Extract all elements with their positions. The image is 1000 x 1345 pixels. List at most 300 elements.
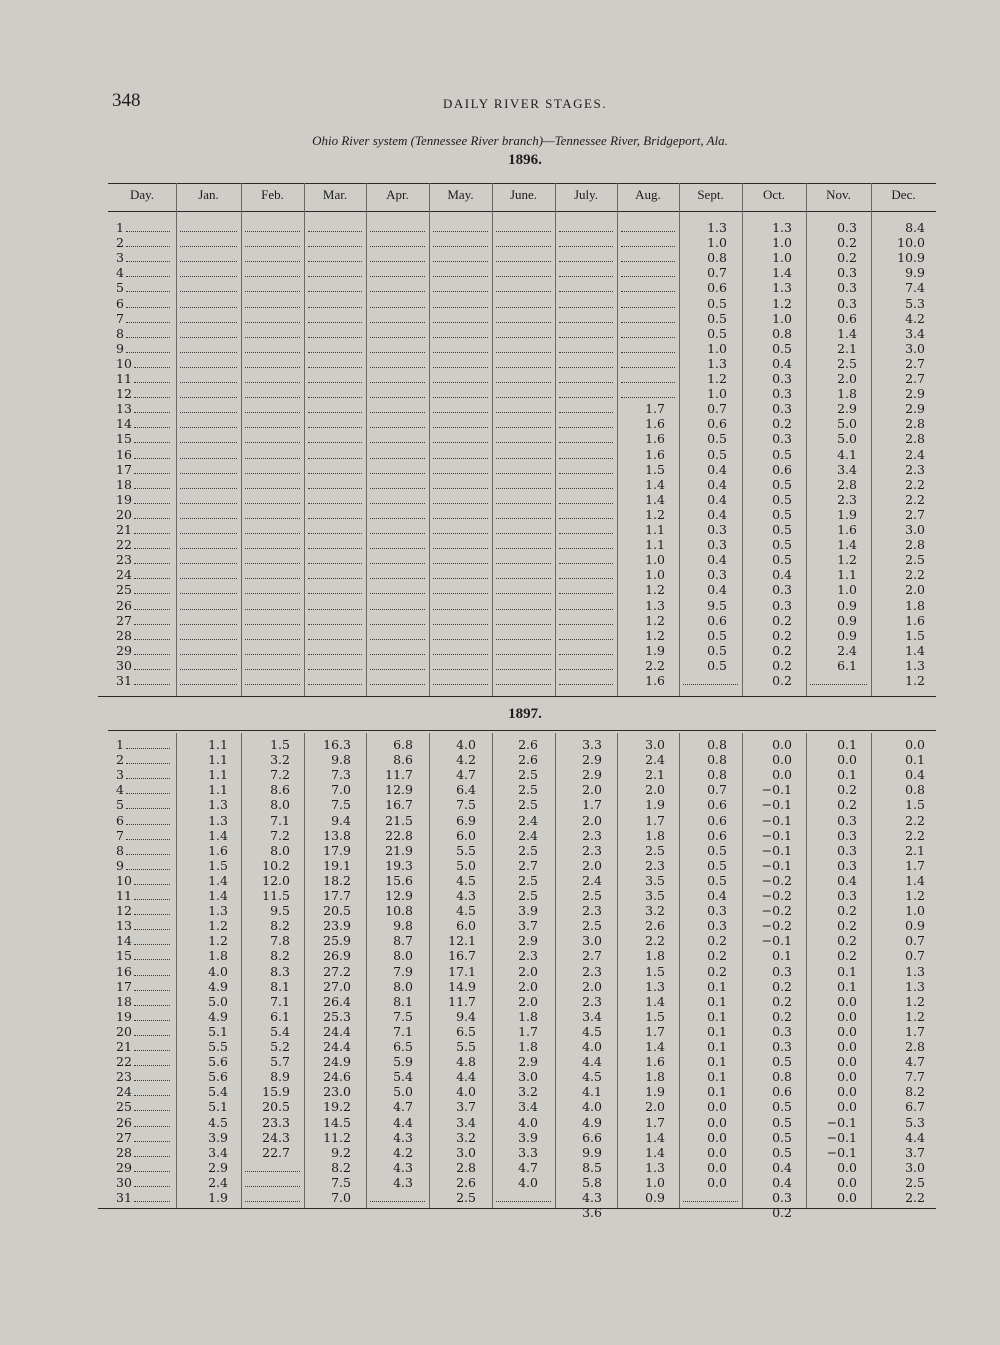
stage-value: 1.5 — [905, 627, 925, 643]
empty-cell-dots — [370, 261, 425, 262]
stage-value: 5.5 — [208, 1039, 228, 1054]
empty-cell-dots — [180, 231, 237, 232]
leader-dots — [134, 382, 170, 383]
stage-value: 3.4 — [456, 1114, 476, 1130]
empty-cell-dots — [245, 352, 300, 353]
header-bottom-rule — [108, 211, 936, 212]
empty-cell-dots — [180, 473, 237, 474]
empty-cell-dots — [433, 533, 488, 534]
stage-value: 9.8 — [393, 918, 413, 934]
stage-value: 10.8 — [385, 903, 413, 919]
stage-value: 0.6 — [707, 827, 727, 843]
day-label: 9 — [116, 340, 124, 356]
empty-cell-dots — [370, 458, 425, 459]
stage-value: 2.4 — [837, 642, 857, 658]
empty-cell-dots — [496, 624, 551, 625]
year-heading: 1896. — [508, 152, 542, 168]
stage-value: 3.0 — [905, 1159, 925, 1175]
empty-cell-dots — [370, 442, 425, 443]
stage-value: 1.9 — [645, 642, 665, 658]
stage-value: 0.4 — [772, 567, 792, 583]
column-separator — [366, 183, 367, 696]
stage-value: 1.7 — [645, 1023, 665, 1039]
stage-value: 23.0 — [323, 1084, 351, 1100]
column-header: Day. — [129, 187, 155, 202]
stage-value: 0.2 — [837, 235, 857, 251]
stage-value: 3.2 — [645, 903, 665, 919]
leader-dots — [134, 959, 170, 960]
empty-cell-dots — [245, 669, 300, 670]
column-header: Nov. — [826, 187, 851, 202]
empty-cell-dots — [496, 231, 551, 232]
leader-dots — [134, 684, 170, 685]
day-label: 13 — [116, 401, 132, 417]
stage-value: 5.0 — [456, 857, 476, 873]
stage-value: 3.4 — [582, 1008, 602, 1024]
stage-value: 0.2 — [772, 1008, 792, 1024]
stage-value: 0.1 — [707, 1008, 727, 1024]
stage-value: 6.5 — [456, 1023, 476, 1039]
day-label: 13 — [116, 918, 132, 934]
stage-value: 0.0 — [837, 1039, 857, 1054]
empty-cell-dots — [245, 503, 300, 504]
stage-value: 0.2 — [772, 1205, 792, 1221]
stage-value: 0.5 — [772, 1144, 792, 1160]
stage-value: 0.2 — [837, 903, 857, 919]
empty-cell-dots — [559, 246, 613, 247]
empty-cell-dots — [308, 488, 362, 489]
day-label: 17 — [116, 978, 132, 994]
empty-cell-dots — [433, 503, 488, 504]
empty-cell-dots — [308, 548, 362, 549]
empty-cell-dots — [180, 412, 237, 413]
empty-cell-dots — [245, 624, 300, 625]
stage-value: 5.0 — [393, 1084, 413, 1100]
empty-cell-dots — [433, 684, 488, 685]
empty-cell-dots — [433, 291, 488, 292]
stage-value: 5.0 — [208, 993, 228, 1009]
stage-value: 11.7 — [448, 993, 476, 1009]
empty-cell-dots — [433, 322, 488, 323]
stage-value: 2.2 — [905, 827, 925, 843]
stage-value: 12.0 — [262, 872, 290, 888]
stage-value: 0.1 — [707, 1039, 727, 1054]
stage-value: 0.8 — [772, 325, 792, 341]
stage-value: 8.3 — [270, 963, 290, 979]
empty-cell-dots — [308, 307, 362, 308]
empty-cell-dots — [496, 397, 551, 398]
stage-value: 6.4 — [456, 782, 476, 798]
stage-value: 0.3 — [837, 280, 857, 296]
stage-value: 4.2 — [905, 310, 925, 326]
stage-value: −0.1 — [826, 1129, 857, 1145]
stage-value: 0.5 — [772, 522, 792, 537]
stage-value: 1.2 — [905, 993, 925, 1009]
stage-value: 5.3 — [905, 295, 925, 311]
stage-value: 0.0 — [707, 1174, 727, 1190]
empty-cell-dots — [683, 1201, 738, 1202]
stage-value: 2.5 — [837, 355, 857, 371]
stage-value: 1.2 — [208, 933, 228, 949]
stage-value: 1.4 — [208, 888, 228, 903]
stage-value: 2.9 — [518, 1054, 538, 1070]
stage-value: 0.3 — [772, 1023, 792, 1039]
empty-cell-dots — [496, 261, 551, 262]
stage-value: 2.3 — [518, 948, 538, 964]
leader-dots — [126, 854, 170, 855]
empty-cell-dots — [180, 488, 237, 489]
day-label: 27 — [116, 1129, 132, 1145]
stage-value: 2.5 — [518, 872, 538, 888]
empty-cell-dots — [370, 307, 425, 308]
stage-value: 9.9 — [905, 265, 925, 281]
stage-value: 0.3 — [707, 903, 727, 919]
stage-value: 2.8 — [905, 1039, 925, 1054]
stage-value: 0.3 — [837, 812, 857, 828]
stage-value: 2.1 — [905, 842, 925, 858]
empty-cell-dots — [559, 276, 613, 277]
stage-value: 4.0 — [518, 1174, 538, 1190]
stage-value: 21.5 — [385, 812, 413, 828]
stage-value: 1.2 — [707, 371, 727, 386]
leader-dots — [134, 427, 170, 428]
stage-value: 1.1 — [208, 782, 228, 798]
stage-value: 0.0 — [837, 1099, 857, 1115]
stage-value: 2.8 — [905, 537, 925, 553]
stage-value: 1.2 — [645, 582, 665, 598]
empty-cell-dots — [180, 548, 237, 549]
day-label: 29 — [116, 642, 132, 658]
empty-cell-dots — [496, 458, 551, 459]
stage-value: 5.5 — [456, 842, 476, 858]
empty-cell-dots — [496, 578, 551, 579]
stage-value: 0.9 — [837, 597, 857, 613]
leader-dots — [134, 503, 170, 504]
stage-value: 2.4 — [582, 872, 602, 888]
empty-cell-dots — [433, 488, 488, 489]
stage-value: 1.5 — [270, 737, 290, 752]
leader-dots — [134, 1171, 170, 1172]
day-label: 3 — [116, 250, 124, 266]
column-header: May. — [447, 187, 474, 202]
stage-value: 2.9 — [837, 401, 857, 417]
empty-cell-dots — [559, 261, 613, 262]
stage-value: 23.9 — [323, 918, 351, 934]
leader-dots — [126, 307, 170, 308]
day-label: 9 — [116, 857, 124, 873]
stage-value: 21.9 — [385, 842, 413, 858]
empty-cell-dots — [370, 276, 425, 277]
day-label: 22 — [116, 537, 132, 553]
stage-value: 1.3 — [905, 963, 925, 979]
stage-value: 0.6 — [837, 310, 857, 326]
empty-cell-dots — [370, 488, 425, 489]
leader-dots — [126, 778, 170, 779]
stage-value: 2.8 — [905, 431, 925, 447]
leader-dots — [134, 609, 170, 610]
leader-dots — [126, 291, 170, 292]
stage-value: 6.6 — [582, 1129, 602, 1145]
empty-cell-dots — [245, 412, 300, 413]
stage-value: 0.8 — [772, 1069, 792, 1085]
stage-value: 9.4 — [331, 812, 351, 828]
day-label: 2 — [116, 235, 124, 251]
stage-value: 8.5 — [582, 1159, 602, 1175]
stage-value: 2.9 — [518, 933, 538, 949]
stage-value: 0.0 — [837, 1008, 857, 1024]
empty-cell-dots — [180, 382, 237, 383]
empty-cell-dots — [245, 578, 300, 579]
leader-dots — [134, 975, 170, 976]
stage-value: 2.8 — [456, 1159, 476, 1175]
stage-value: −0.1 — [761, 842, 792, 858]
stage-value: 0.5 — [707, 310, 727, 326]
stage-value: 1.0 — [772, 235, 792, 251]
stage-value: 6.0 — [456, 827, 476, 843]
stage-value: 7.9 — [393, 963, 413, 979]
empty-cell-dots — [308, 276, 362, 277]
stage-value: 2.0 — [582, 812, 602, 828]
stage-value: 0.7 — [707, 401, 727, 417]
stage-value: 0.8 — [707, 752, 727, 768]
stage-value: 0.1 — [707, 1069, 727, 1085]
day-label: 7 — [116, 827, 124, 843]
empty-cell-dots — [245, 458, 300, 459]
empty-cell-dots — [245, 307, 300, 308]
stage-value: 2.5 — [518, 888, 538, 903]
empty-cell-dots — [370, 291, 425, 292]
stage-value: 3.7 — [456, 1099, 476, 1115]
leader-dots — [126, 231, 170, 232]
empty-cell-dots — [370, 609, 425, 610]
leader-dots — [134, 1095, 170, 1096]
empty-cell-dots — [370, 367, 425, 368]
stage-value: 9.4 — [456, 1008, 476, 1024]
stage-value: 0.0 — [772, 737, 792, 752]
empty-cell-dots — [180, 533, 237, 534]
leader-dots — [134, 944, 170, 945]
stage-value: 0.0 — [837, 1023, 857, 1039]
stage-value: 2.7 — [518, 857, 538, 873]
empty-cell-dots — [245, 367, 300, 368]
stage-value: 2.9 — [905, 386, 925, 402]
stage-value: 1.7 — [645, 401, 665, 417]
stage-value: 0.5 — [772, 1114, 792, 1130]
stage-value: 2.0 — [905, 582, 925, 598]
day-label: 24 — [116, 1084, 132, 1100]
day-label: 25 — [116, 582, 132, 598]
empty-cell-dots — [370, 231, 425, 232]
empty-cell-dots — [370, 593, 425, 594]
day-label: 24 — [116, 567, 132, 583]
stage-value: 1.3 — [772, 220, 792, 235]
stage-value: 0.1 — [707, 1054, 727, 1070]
stage-value: 1.2 — [645, 506, 665, 522]
empty-cell-dots — [180, 427, 237, 428]
stage-value: 0.4 — [707, 888, 727, 903]
stage-value: 1.0 — [707, 235, 727, 251]
stage-value: 7.5 — [331, 797, 351, 813]
stage-value: 0.5 — [772, 1129, 792, 1145]
empty-cell-dots — [180, 291, 237, 292]
empty-cell-dots — [370, 322, 425, 323]
empty-cell-dots — [180, 276, 237, 277]
stage-value: 1.4 — [837, 325, 857, 341]
empty-cell-dots — [308, 397, 362, 398]
stage-value: 0.0 — [707, 1159, 727, 1175]
empty-cell-dots — [496, 412, 551, 413]
stage-value: 0.3 — [772, 1039, 792, 1054]
stage-value: 2.2 — [645, 933, 665, 949]
stage-value: 4.7 — [456, 767, 476, 783]
stage-value: 2.5 — [518, 767, 538, 783]
stage-value: 8.1 — [270, 978, 290, 994]
stage-value: 15.6 — [385, 872, 413, 888]
stage-value: 1.3 — [208, 903, 228, 919]
leader-dots — [134, 929, 170, 930]
stage-value: 1.5 — [208, 857, 228, 873]
stage-value: 0.0 — [837, 1190, 857, 1205]
stage-value: 0.1 — [707, 1084, 727, 1100]
stage-value: 1.3 — [772, 280, 792, 296]
stage-value: 3.4 — [905, 325, 925, 341]
stage-value: 3.0 — [645, 737, 665, 752]
empty-cell-dots — [308, 322, 362, 323]
stage-value: 0.0 — [837, 1069, 857, 1085]
stage-value: 0.5 — [707, 657, 727, 673]
stage-value: 7.5 — [331, 1174, 351, 1190]
stage-value: −0.2 — [761, 872, 792, 888]
stage-value: 3.4 — [208, 1144, 228, 1160]
stage-value: 0.2 — [837, 250, 857, 266]
empty-cell-dots — [370, 639, 425, 640]
day-label: 12 — [116, 386, 132, 402]
stage-value: 9.5 — [707, 597, 727, 613]
empty-cell-dots — [559, 337, 613, 338]
stage-value: −0.1 — [761, 857, 792, 873]
stage-value: 0.2 — [772, 612, 792, 628]
stage-value: 7.0 — [331, 782, 351, 798]
empty-cell-dots — [245, 518, 300, 519]
empty-cell-dots — [180, 684, 237, 685]
stage-value: 0.3 — [837, 888, 857, 903]
stage-value: 4.7 — [518, 1159, 538, 1175]
column-header: Jan. — [198, 187, 219, 202]
stage-value: 1.8 — [518, 1008, 538, 1024]
stage-value: 0.4 — [772, 355, 792, 371]
stage-value: 3.5 — [645, 872, 665, 888]
stage-value: 8.6 — [270, 782, 290, 798]
stage-value: 0.6 — [772, 1084, 792, 1100]
stage-value: 2.0 — [837, 371, 857, 386]
stage-value: 2.3 — [582, 963, 602, 979]
stage-value: 2.7 — [905, 355, 925, 371]
stage-value: 0.2 — [772, 627, 792, 643]
stage-value: 0.4 — [707, 506, 727, 522]
table-subtitle: Ohio River system (Tennessee River branch)—Tennessee River, Bridgeport, Ala. — [312, 133, 728, 148]
stage-value: 19.3 — [385, 857, 413, 873]
stage-value: 3.2 — [270, 752, 290, 768]
empty-cell-dots — [433, 639, 488, 640]
stage-value: 0.2 — [837, 933, 857, 949]
empty-cell-dots — [308, 367, 362, 368]
stage-value: 1.8 — [645, 827, 665, 843]
stage-value: 0.1 — [837, 963, 857, 979]
stage-value: 1.4 — [645, 1144, 665, 1160]
empty-cell-dots — [308, 231, 362, 232]
stage-value: 2.1 — [837, 340, 857, 356]
empty-cell-dots — [308, 684, 362, 685]
stage-value: 4.3 — [582, 1190, 602, 1205]
empty-cell-dots — [308, 291, 362, 292]
empty-cell-dots — [559, 231, 613, 232]
stage-value: 16.7 — [448, 948, 476, 964]
stage-value: 5.8 — [582, 1174, 602, 1190]
empty-cell-dots — [496, 518, 551, 519]
stage-value: 19.1 — [323, 857, 351, 873]
stage-value: 2.5 — [905, 1174, 925, 1190]
year-heading: 1897. — [508, 706, 542, 722]
stage-value: 1.0 — [837, 582, 857, 598]
empty-cell-dots — [308, 639, 362, 640]
stage-value: 2.3 — [582, 903, 602, 919]
stage-value: 0.5 — [772, 506, 792, 522]
empty-cell-dots — [308, 473, 362, 474]
stage-value: 1.4 — [645, 1039, 665, 1054]
column-header: Feb. — [261, 187, 284, 202]
empty-cell-dots — [496, 654, 551, 655]
stage-value: −0.1 — [761, 782, 792, 798]
leader-dots — [126, 824, 170, 825]
empty-cell-dots — [180, 307, 237, 308]
empty-cell-dots — [496, 291, 551, 292]
empty-cell-dots — [180, 624, 237, 625]
stage-value: 4.4 — [393, 1114, 413, 1130]
stage-value: −0.2 — [761, 888, 792, 903]
stage-value: 0.5 — [707, 642, 727, 658]
empty-cell-dots — [370, 382, 425, 383]
empty-cell-dots — [433, 518, 488, 519]
stage-value: 0.3 — [707, 567, 727, 583]
leader-dots — [134, 654, 170, 655]
stage-value: 2.0 — [582, 857, 602, 873]
empty-cell-dots — [370, 563, 425, 564]
stage-value: 4.4 — [456, 1069, 476, 1085]
empty-cell-dots — [496, 488, 551, 489]
stage-value: 0.0 — [707, 1144, 727, 1160]
stage-value: 2.8 — [837, 476, 857, 492]
stage-value: 0.7 — [707, 265, 727, 281]
stage-value: 3.3 — [582, 737, 602, 752]
leader-dots — [134, 669, 170, 670]
table-bottom-rule — [98, 1208, 936, 1209]
empty-cell-dots — [180, 593, 237, 594]
stage-value: 5.2 — [270, 1039, 290, 1054]
empty-cell-dots — [245, 654, 300, 655]
empty-cell-dots — [496, 533, 551, 534]
empty-cell-dots — [810, 684, 867, 685]
stage-value: 24.4 — [323, 1039, 351, 1054]
stage-value: 6.7 — [905, 1099, 925, 1115]
stage-value: 0.9 — [837, 612, 857, 628]
leader-dots — [134, 412, 170, 413]
stage-value: 1.8 — [645, 948, 665, 964]
stage-value: 1.4 — [645, 1129, 665, 1145]
stage-value: 7.2 — [270, 767, 290, 783]
column-header: Dec. — [891, 187, 916, 202]
empty-cell-dots — [180, 246, 237, 247]
stage-value: 4.0 — [456, 1084, 476, 1100]
